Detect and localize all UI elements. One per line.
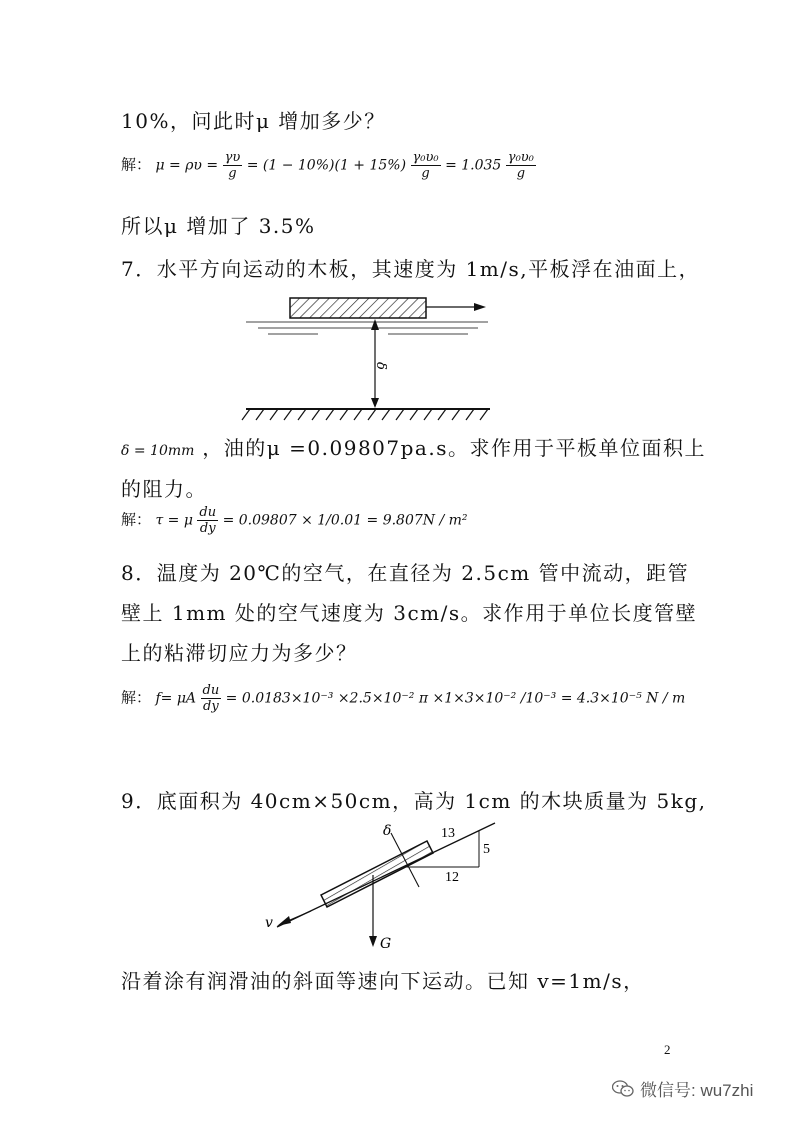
gravity-label: G bbox=[380, 936, 392, 952]
sol3-rhs: = 0.0183×10⁻³ ×2.5×10⁻² π ×1×3×10⁻² /10⁻³ = 4.3×10⁻⁵ N / m bbox=[225, 690, 686, 707]
ground-hatch bbox=[242, 409, 488, 420]
sol1-fraction-2 bbox=[411, 150, 441, 181]
text-line-3: 7．水平方向运动的木板，其速度为 1m/s,平板浮在油面上， bbox=[121, 257, 701, 281]
numerator: du bbox=[199, 505, 217, 520]
velocity-label: v bbox=[265, 915, 273, 931]
delta-label: δ bbox=[373, 362, 388, 370]
solution-label: 解： bbox=[121, 688, 152, 707]
solution-3 bbox=[121, 683, 685, 714]
page-number: 2 bbox=[664, 1042, 671, 1057]
oil-surface-lines bbox=[246, 322, 488, 334]
sol2-fraction bbox=[197, 505, 218, 536]
text-line-2: 所以μ 增加了 3.5% bbox=[121, 214, 316, 238]
velocity-arrow bbox=[426, 303, 486, 311]
text-line-4 bbox=[121, 432, 706, 461]
sol3-lhs: f= μA bbox=[155, 690, 197, 707]
text-line-1: 10%，问此时μ 增加多少？ bbox=[121, 109, 386, 133]
slope-label-13: 13 bbox=[441, 826, 455, 841]
solution-2 bbox=[121, 505, 468, 536]
text-line-5: 的阻力。 bbox=[121, 477, 207, 501]
numerator: du bbox=[202, 683, 220, 698]
delta-label: δ bbox=[383, 823, 392, 839]
denominator: g bbox=[228, 166, 237, 181]
denominator: g bbox=[421, 166, 430, 181]
text-line-7: 壁上 1mm 处的空气速度为 3cm/s。求作用于单位长度管壁 bbox=[121, 601, 698, 625]
delta-value: δ = 10mm bbox=[121, 443, 195, 459]
sol1-eq2: = 1.035 bbox=[445, 157, 502, 174]
sol1-fraction-3 bbox=[506, 150, 536, 181]
slope-label-12: 12 bbox=[445, 870, 459, 885]
sol3-fraction bbox=[201, 683, 222, 714]
sol2-rhs: = 0.09807 × 1/0.01 = 9.807N / m² bbox=[222, 512, 468, 529]
watermark-text: 微信号: wu7zhi bbox=[640, 1081, 754, 1100]
text-line-8: 上的粘滞切应力为多少？ bbox=[121, 641, 358, 665]
text-line-9: 9．底面积为 40cm×50cm，高为 1cm 的木块质量为 5kg, bbox=[121, 789, 707, 813]
sol1-lhs: μ = ρυ = bbox=[155, 157, 219, 174]
block bbox=[321, 841, 433, 907]
numerator: γυ bbox=[224, 150, 241, 165]
numerator: γ₀υ₀ bbox=[412, 150, 439, 165]
figure-inclined-plane bbox=[255, 815, 500, 955]
slope-label-5: 5 bbox=[483, 842, 490, 857]
solution-label: 解： bbox=[121, 510, 152, 529]
plate-rect bbox=[290, 298, 426, 318]
sol1-mid: = (1 − 10%)(1 + 15%) bbox=[246, 157, 407, 174]
velocity-arrow bbox=[277, 911, 311, 926]
watermark bbox=[612, 1076, 753, 1101]
text-line-10: 沿着涂有润滑油的斜面等速向下运动。已知 v=1m/s， bbox=[121, 969, 645, 993]
text-line-6: 8．温度为 20℃的空气，在直径为 2.5cm 管中流动，距管 bbox=[121, 561, 690, 585]
denominator: dy bbox=[203, 699, 219, 714]
sol1-fraction-1 bbox=[223, 150, 243, 181]
numerator: γ₀υ₀ bbox=[507, 150, 534, 165]
solution-1 bbox=[121, 150, 536, 181]
denominator: g bbox=[516, 166, 526, 181]
denominator: dy bbox=[199, 521, 216, 536]
sol2-lhs: τ = μ bbox=[155, 512, 193, 529]
wechat-icon bbox=[612, 1080, 634, 1098]
text-line-4-rest: ，油的μ =0.09807pa.s。求作用于平板单位面积上 bbox=[202, 436, 706, 460]
solution-label: 解： bbox=[121, 155, 152, 174]
figure-floating-plate bbox=[238, 290, 498, 425]
